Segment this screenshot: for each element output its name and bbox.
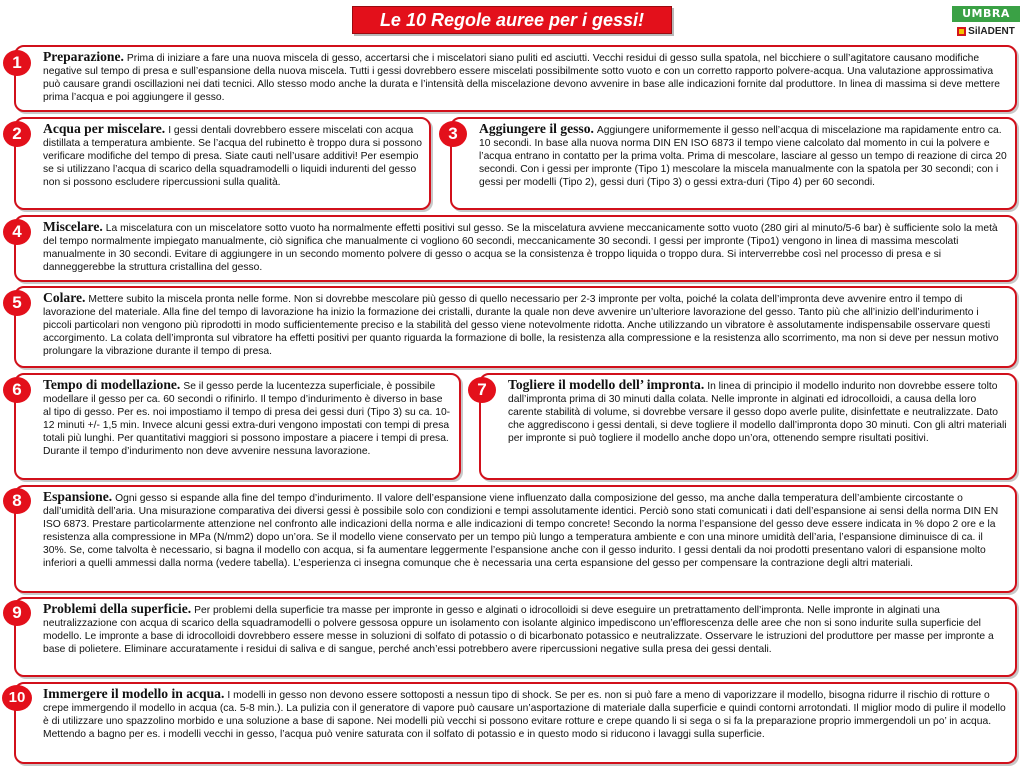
- rule-8-box: [14, 485, 1017, 593]
- rule-5-number: 5: [3, 290, 31, 316]
- rule-6-heading: Tempo di modellazione.: [43, 377, 181, 392]
- rule-6-box: [14, 373, 461, 480]
- rule-1-number: 1: [3, 50, 31, 76]
- rule-4-heading: Miscelare.: [43, 219, 103, 234]
- rule-2-text: I gessi dentali dovrebbero essere miscelati con acqua distillata a temperatura ambiente. Se l’acqua del rubinetto è troppo dura si possono verificare modifiche del tempo di presa. Siate cauti nell’usare additivi! Per esempio se si utilizzano l’acqua di scarico della squadramodelli o liquidi indurenti del gesso non si possono escludere ripercussioni sulla qualità.: [43, 125, 422, 189]
- rule-7-heading: Togliere il modello dell’ impronta.: [508, 377, 705, 392]
- siladent-logo: [952, 25, 1020, 37]
- rule-3-number: 3: [439, 121, 467, 147]
- rule-4-box: [14, 215, 1017, 282]
- rule-9-text: Per problemi della superficie tra masse per impronte in gesso e alginati o idrocolloidi si deve eseguire un pretrattamento dell’impronta. Nelle impronte in alginati una neutralizzazione con acqua di scarico della squadramodelli o polvere gessosa oppure un isolamento con isolante alginico impediscono un’efflorescenza delle aree che non si sono indurite sulla superficie del modello. Le impronte a base di idrocolloidi dovrebbero essere messe in soluzioni di solfato di potassio o di bicarbonato potassico e neutralizzate. Osservare le istruzioni del produttore per masse per impronte a base di polietere. Eliminare accuratamente i residui di saliva e di sangue, perché anch’essi potrebbero avere ripercussioni negative sulla presa dei gessi dentali.: [43, 605, 994, 656]
- rule-9-number: 9: [3, 600, 31, 626]
- rule-2-box: [14, 117, 431, 210]
- rule-10-text: I modelli in gesso non devono essere sottoposti a nessun tipo di shock. Se per es. non si può fare a meno di vaporizzare il modello, bisogna ridurre il rischio di rotture o crepe immergendo il modello in acqua (ca. 5-8 min.). La pulizia con il generatore di vapore può causare un’asportazione di materiale dalla superficie e quindi contorni arrotondati. Il miglior modo di pulire il modello è di utilizzare uno spazzolino morbido e una soluzione a base di sapone. Nei modelli più vecchi si possono evitare rotture e crepe quando li si sega o si fa la preparazione proprio immergendoli un po’ in acqua. Mettendo a bagno per es. i modelli vecchi in gesso, l’acqua può venire saturata con il solfato di potassio e in questo modo si riducono i lavaggi sulla superficie.: [43, 690, 1006, 741]
- rule-4-number: 4: [3, 219, 31, 245]
- rule-3-text: Aggiungere uniformemente il gesso nell’acqua di miscelazione ma rapidamente entro ca. 10 secondi. In base alla nuova norma DIN EN ISO 6873 il tempo viene calcolato dal momento in cui la polvere e l’acqua entrano in contatto per la prima volta. Prima di mescolare, lasciare al gesso un tempo di reazione di circa 20 secondi. Con i gessi per impronte (Tipo 1) mescolare la miscela manualmente con la spatola per 30 secondi; con i gessi per modelli (Tipo 2), gessi duri (Tipo 3) o gessi extra-duri (Tipo 4) per 60 secondi.: [479, 125, 1007, 189]
- rule-1-text: Prima di iniziare a fare una nuova miscela di gesso, accertarsi che i miscelatori siano puliti ed asciutti. Vecchi residui di gesso sulla spatola, nel bicchiere o sull’agitatore causano modifiche negative sul tempo di presa e sull’espansione della nuova miscela. Tutti i gessi dovrebbero essere miscelati possibilmente sotto vuoto e con un corretto rapporto polvere-acqua. Una valutazione approssimativa può causare grandi oscillazioni nei dati tecnici. Allo stesso modo anche la durata e l’intensità della miscelazione devono avvenire in base alle indicazioni fornite dal produttore. In linea di massima si deve mettere prima l’acqua e poi aggiungere il gesso.: [43, 53, 1001, 104]
- rule-5-heading: Colare.: [43, 290, 86, 305]
- rule-3-heading: Aggiungere il gesso.: [479, 121, 594, 136]
- umbra-logo: UMBRA: [952, 6, 1020, 22]
- siladent-mark-icon: [957, 27, 966, 36]
- rule-5-box: [14, 286, 1017, 368]
- rule-1-box: [14, 45, 1017, 112]
- brand-logo: [952, 6, 1020, 37]
- rule-8-heading: Espansione.: [43, 489, 113, 504]
- rule-6-text: Se il gesso perde la lucentezza superficiale, è possibile modellare il gesso per ca. 60 secondi o rifinirlo. Il tempo d’indurimento è diverso in base al tipo di gesso. Per es. noi impostiamo il tempo di presa dei gessi duri (Tipo 3) su ca. 10-12 minuti +/- 1,5 min. Invece alcuni gessi extra-duri vengono impostati con tempi di presa totali più lunghi. Per quantitativi maggiori si possono impostare a piacere i tempi di presa. Durante il tempo d’indurimento non deve avvenire nessuna lavorazione.: [43, 381, 451, 458]
- rule-10-box: [14, 682, 1017, 764]
- rule-2-heading: Acqua per miscelare.: [43, 121, 166, 136]
- rule-10-number: 10: [2, 685, 32, 711]
- rule-7-text: In linea di principio il modello indurito non dovrebbe essere tolto dall’impronta prima di 30 minuti dalla colata. Nelle impronte in alginati ed idrocolloidi, a causa della loro carente stabilità di volume, si dovrebbe versare il gesso dopo averle pulite, disinfettate e neutralizzate. Dato che aggrediscono i gessi dentali, si deve togliere il modello dall’impronta dopo 30 minuti. Con gli altri materiali per impronte si può togliere il modello anche dopo un’ora, ottenendo sempre risultati positivi.: [508, 381, 1007, 445]
- siladent-label: SilADENT: [968, 25, 1015, 37]
- rule-8-text: Ogni gesso si espande alla fine del tempo d’indurimento. Il valore dell’espansione viene influenzato dalla composizione del gesso, ma anche dalla temperatura dell’ambiente circostante o dall’umidità dell’aria. Una misurazione comparativa dei diversi gessi è possibile solo con condizioni e tempi assolutamente identici. Perciò sono stati comunicati i dati dell’espansione ai sensi della norma DIN EN ISO 6873. Prestare particolarmente attenzione nel confronto alle indicazioni della norma e alle indicazioni di tempo concrete! Secondo la norma l’espansione del gesso deve essere indicata in % dopo 2 ore e la resistenza alla compressione in MPa (N/mm2) dopo un’ora. Se il modello viene conservato per un tempo più lungo a temperatura ambiente e con una minore umidità dell’aria, l’espansione diminuisce di ca. il 30%. Se, come talvolta è necessario, si bagna il modello con acqua, si fa aumentare leggermente l’espansione anche con il gesso indurito. I gessi dentali da noi prodotti presentano valori di espansione molto inferiori a quelli ammessi dalla norma (vedere tabella). L’esperienza ci insegna comunque che è necessaria una certa espansione del gesso per compensare la contrazione degli altri materiali.: [43, 493, 999, 570]
- rule-9-box: [14, 597, 1017, 677]
- rule-4-text: La miscelatura con un miscelatore sotto vuoto ha normalmente effetti positivi sul gesso. Se la miscelatura avviene meccanicamente sotto vuoto (280 giri al minuto/5-6 bar) è sufficiente solo la metà del tempo normalmente impiegato manualmente, ciò significa che manualmente ci vogliono 60 secondi, meccanicamente 30 secondi. I gessi per impronte (Tipo1) vengono in linea di massima mescolati manualmente in 30 secondi. Evitare di aggiungere in un secondo momento polvere di gesso o acqua se la consistenza è troppo liquida o troppo dura. Si interverrebbe così nel processo di presa e si danneggerebbe la struttura cristallina del gesso.: [43, 223, 998, 274]
- rule-8-number: 8: [3, 488, 31, 514]
- rule-7-number: 7: [468, 377, 496, 403]
- rule-3-box: [450, 117, 1017, 210]
- rule-7-box: [479, 373, 1017, 480]
- rule-9-heading: Problemi della superficie.: [43, 601, 192, 616]
- rule-6-number: 6: [3, 377, 31, 403]
- rule-2-number: 2: [3, 121, 31, 147]
- page-title: Le 10 Regole auree per i gessi!: [352, 6, 672, 34]
- rule-10-heading: Immergere il modello in acqua.: [43, 686, 225, 701]
- rule-5-text: Mettere subito la miscela pronta nelle forme. Non si dovrebbe mescolare più gesso di quello necessario per 2-3 impronte per volta, poiché la colata dell’impronta deve avvenire entro il tempo di lavorazione del materiale. Alla fine del tempo di lavorazione ha inizio la formazione dei cristalli, durante la quale non deve avvenire un’ulteriore lavorazione del gesso. Tanto più che all’inizio dell’indurimento i piccoli particolari non vengono più riprodotti in modo sufficientemente preciso e la stabilità del gesso viene notevolmente ridotta. Anche utilizzando un vibratore è assolutamente indispensabile osservare questi accorgimento. La colata dell’impronta sul vibratore ha effetti positivi per quanto riguarda la formazione di bolle, la resistenza alla compressione e la resistenza allo scorrimento, ma non si deve per nessun motivo prolungare la vibrazione durante il tempo di presa.: [43, 294, 999, 358]
- rule-1-heading: Preparazione.: [43, 49, 124, 64]
